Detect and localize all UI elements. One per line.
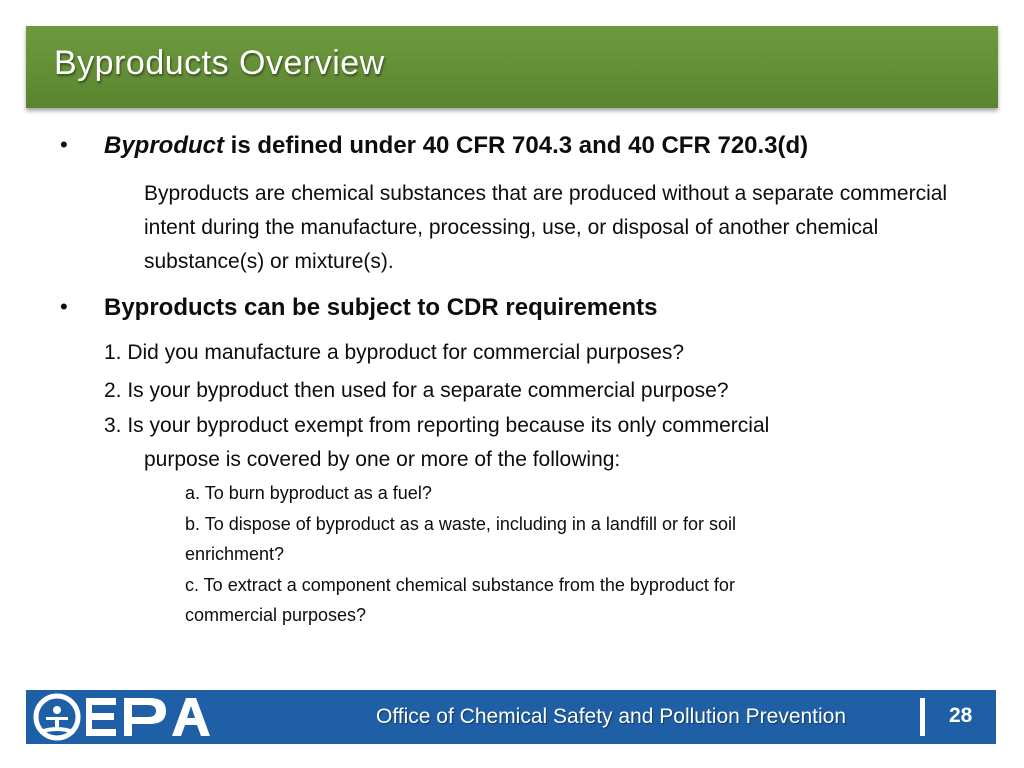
footer-office-name: Office of Chemical Safety and Pollution Prevention xyxy=(376,705,847,728)
footer-separator xyxy=(920,698,925,736)
question-1: 1. Did you manufacture a byproduct for commercial purposes? xyxy=(104,341,685,364)
sub-item-a: a. To burn byproduct as a fuel? xyxy=(185,483,432,503)
question-3-continued: purpose is covered by one or more of the following: xyxy=(144,448,621,471)
sub-item-b: b. To dispose of byproduct as a waste, including in a landfill or for soil xyxy=(185,514,736,534)
page-number: 28 xyxy=(949,704,973,727)
question-2: 2. Is your byproduct then used for a separate commercial purpose? xyxy=(104,379,729,402)
sub-item-c-continued: commercial purposes? xyxy=(185,605,367,625)
slide-title: Byproducts Overview xyxy=(54,44,385,82)
footer-bar xyxy=(26,690,996,744)
bullet-1 xyxy=(104,131,808,161)
byproduct-definition: Byproducts are chemical substances that are produced without a separate commercial intent during the manufacture, processing, use, or disposal of another chemical substance(s) or mixture(s). xyxy=(144,182,948,273)
byproduct-term: Byproduct xyxy=(104,132,224,159)
question-3: 3. Is your byproduct exempt from reporting because its only commercial xyxy=(104,414,770,437)
bullet-2: Byproducts can be subject to CDR requirements xyxy=(104,294,658,321)
epa-logo xyxy=(26,690,222,744)
bullet-dot-2: • xyxy=(60,294,68,319)
sub-item-c: c. To extract a component chemical substance from the byproduct for xyxy=(185,575,735,595)
sub-item-b-continued: enrichment? xyxy=(185,544,285,564)
bullet-1-rest: is defined under 40 CFR 704.3 and 40 CFR 720.3(d) xyxy=(224,132,809,159)
bullet-dot-1: • xyxy=(60,132,68,157)
